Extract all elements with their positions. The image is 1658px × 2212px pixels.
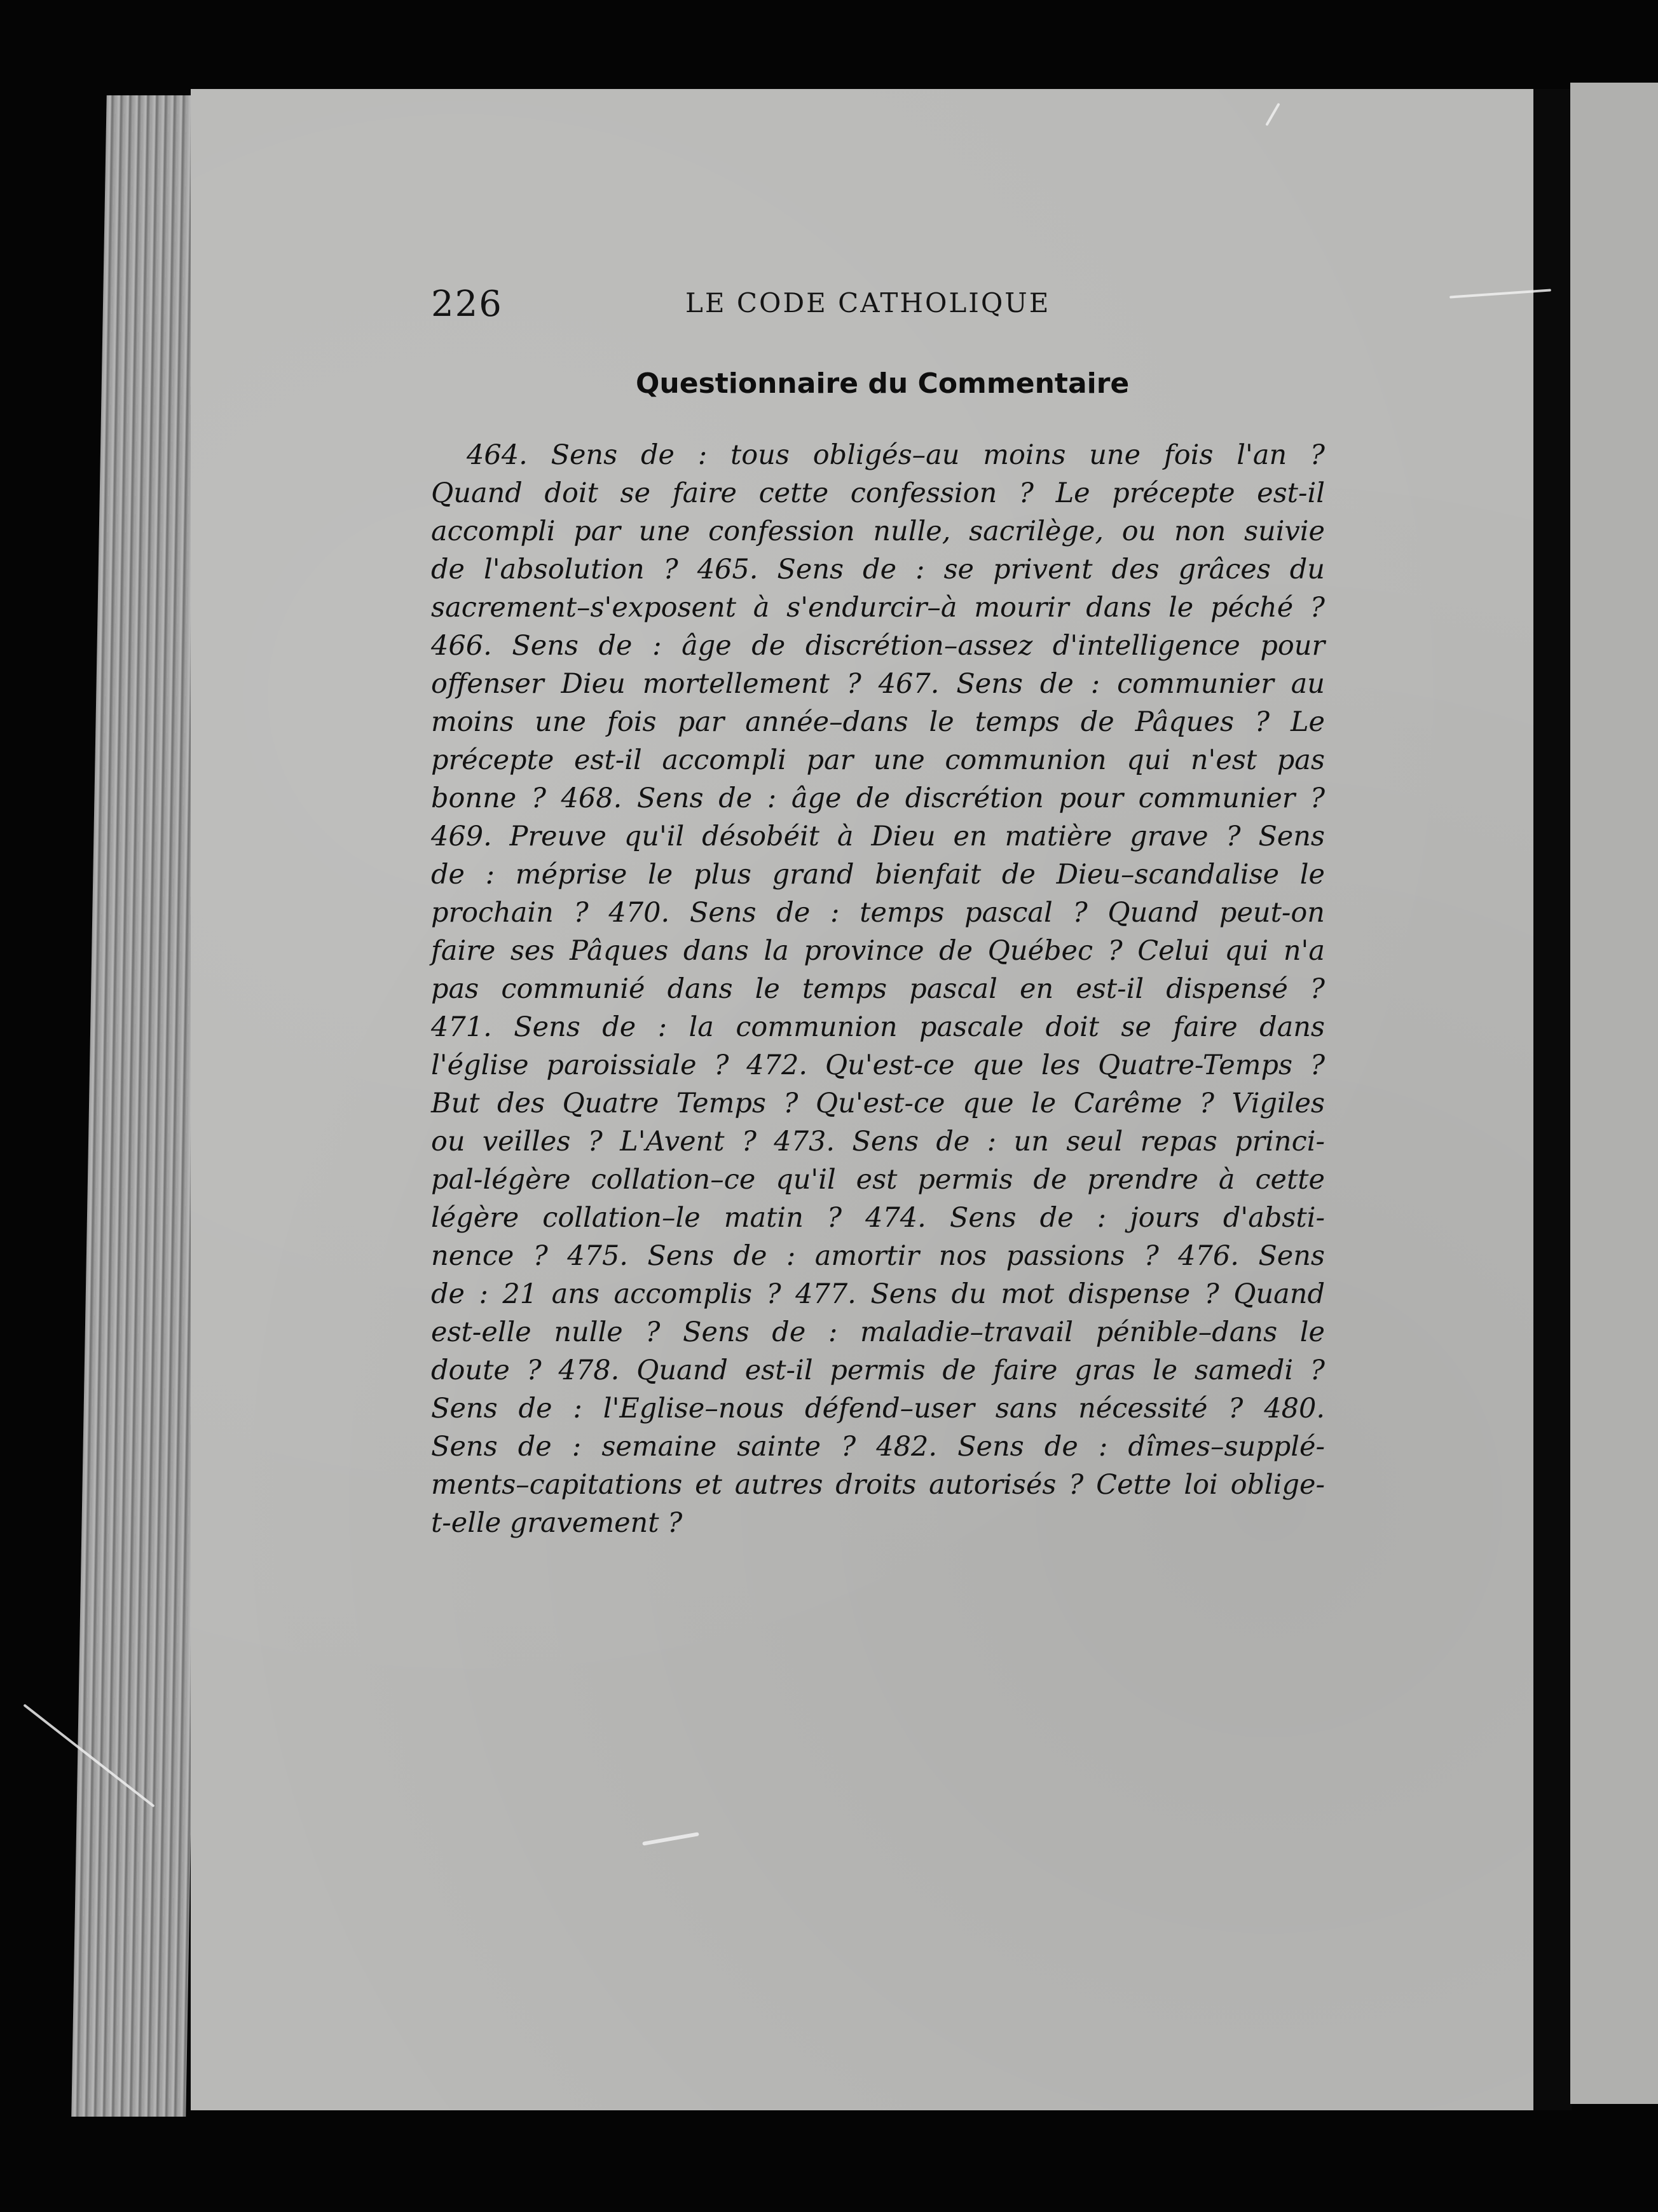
body-line: faire ses Pâques dans la province de Québec ? Celui qui n'a <box>431 935 1325 967</box>
body-line: accompli par une confession nulle, sacrilège, ou non suivie <box>431 515 1325 547</box>
body-line: 469. Preuve qu'il désobéit à Dieu en matière grave ? Sens <box>431 821 1325 852</box>
body-line: de : 21 ans accomplis ? 477. Sens du mot dispense ? Quand <box>431 1278 1325 1310</box>
body-line: ments–capitations et autres droits autorisés ? Cette loi oblige- <box>431 1469 1325 1501</box>
body-line: 464. Sens de : tous obligés–au moins une fois l'an ? <box>467 439 1325 471</box>
body-line: But des Quatre Temps ? Qu'est-ce que le Carême ? Vigiles <box>431 1088 1325 1119</box>
body-line: de : méprise le plus grand bienfait de Dieu–scandalise le <box>431 859 1325 891</box>
body-line: offenser Dieu mortellement ? 467. Sens de : communier au <box>431 668 1325 700</box>
body-text <box>431 436 1325 1542</box>
body-line: nence ? 475. Sens de : amortir nos passions ? 476. Sens <box>431 1240 1325 1272</box>
running-head <box>431 283 1334 328</box>
body-line: de l'absolution ? 465. Sens de : se privent des grâces du <box>431 554 1325 585</box>
body-line: doute ? 478. Quand est-il permis de faire gras le samedi ? <box>431 1355 1325 1386</box>
body-line: moins une fois par année–dans le temps de Pâques ? Le <box>431 706 1325 738</box>
body-line: Sens de : semaine sainte ? 482. Sens de : dîmes–supplé- <box>431 1431 1325 1463</box>
body-line: l'église paroissiale ? 472. Qu'est-ce que les Quatre-Temps ? <box>431 1049 1325 1081</box>
book-gutter <box>1533 89 1572 2110</box>
body-line: sacrement–s'exposent à s'endurcir–à mourir dans le péché ? <box>431 592 1325 624</box>
body-line: bonne ? 468. Sens de : âge de discrétion pour communier ? <box>431 782 1325 814</box>
facing-page-edge <box>1570 83 1658 2104</box>
body-line: 471. Sens de : la communion pascale doit se faire dans <box>431 1011 1325 1043</box>
body-line: prochain ? 470. Sens de : temps pascal ? Quand peut-on <box>431 897 1325 929</box>
running-title: LE CODE CATHOLIQUE <box>685 287 1051 318</box>
body-line: 466. Sens de : âge de discrétion–assez d'intelligence pour <box>431 630 1325 662</box>
body-line: ou veilles ? L'Avent ? 473. Sens de : un seul repas princi- <box>431 1126 1325 1157</box>
body-line: pas communié dans le temps pascal en est-il dispensé ? <box>431 973 1325 1005</box>
body-line: Quand doit se faire cette confession ? Le précepte est-il <box>431 477 1325 509</box>
body-line: pal-légère collation–ce qu'il est permis de prendre à cette <box>431 1164 1325 1196</box>
body-line: légère collation–le matin ? 474. Sens de : jours d'absti- <box>431 1202 1325 1234</box>
body-line: Sens de : l'Eglise–nous défend–user sans nécessité ? 480. <box>431 1393 1325 1424</box>
section-heading: Questionnaire du Commentaire <box>636 367 1130 400</box>
body-line: est-elle nulle ? Sens de : maladie–travail pénible–dans le <box>431 1316 1325 1348</box>
body-line: t-elle gravement ? <box>431 1507 683 1539</box>
body-line: précepte est-il accompli par une communion qui n'est pas <box>431 744 1325 776</box>
page-number: 226 <box>431 283 503 325</box>
